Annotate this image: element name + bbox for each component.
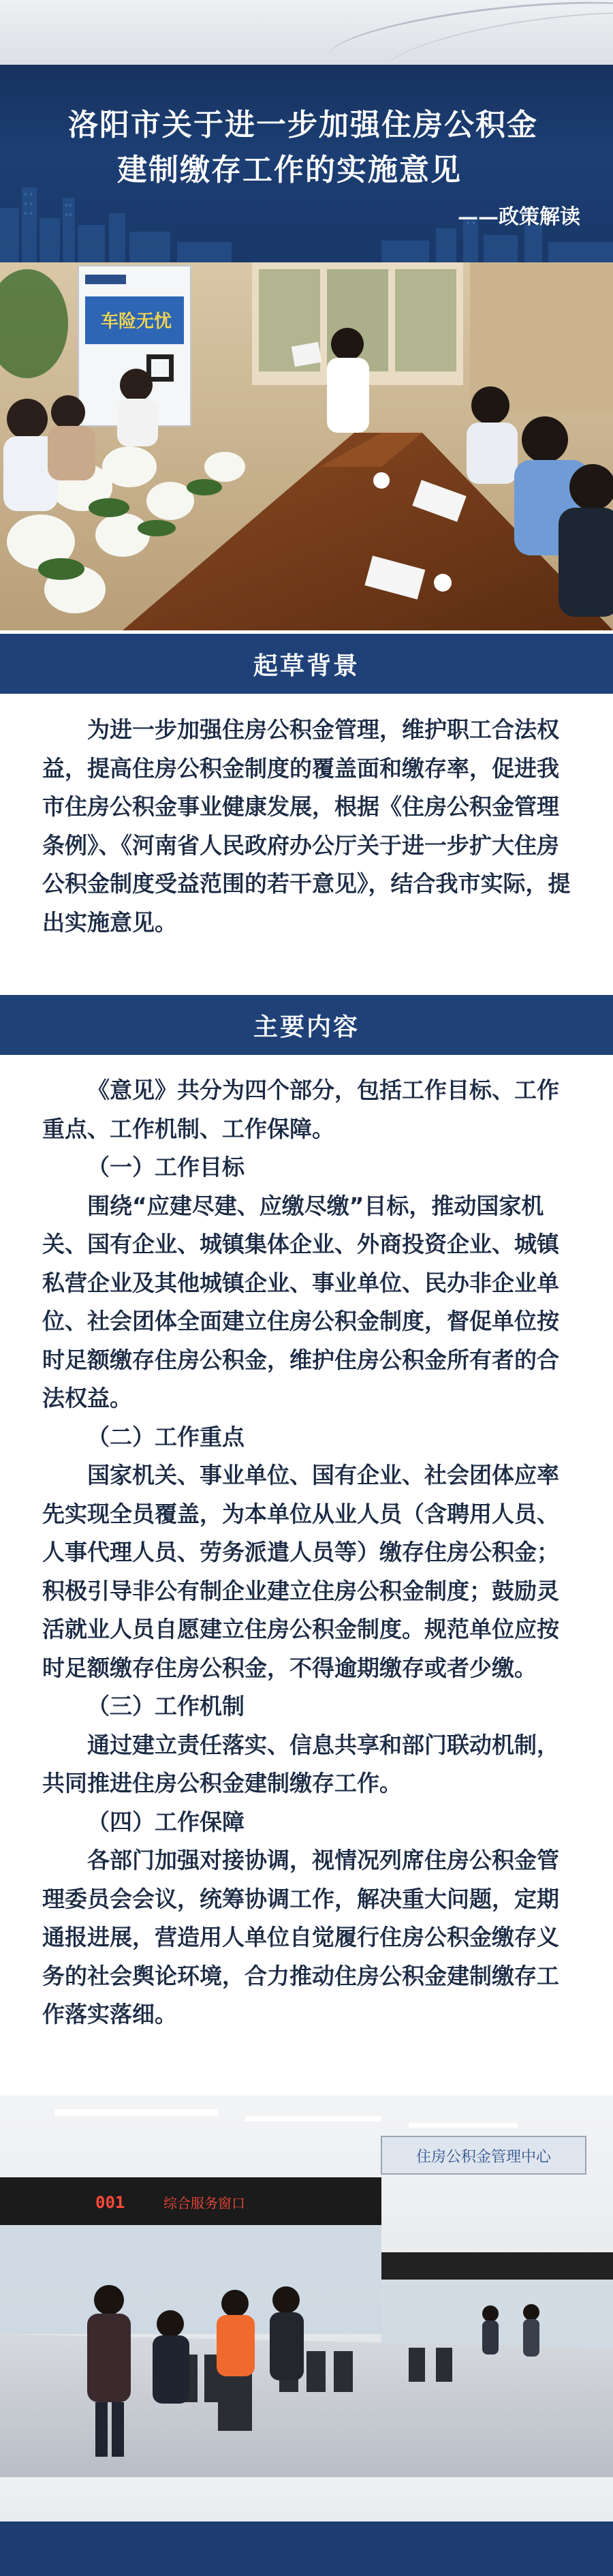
paragraph: 《意见》共分为四个部分，包括工作目标、工作重点、工作机制、工作保障。	[42, 1077, 559, 1142]
poster-text: 车险无忧	[100, 311, 172, 332]
section-body	[42, 1071, 571, 2034]
service-hall-photo	[0, 2096, 613, 2477]
section-heading: 主要内容	[253, 1013, 360, 1041]
paragraph: 为进一步加强住房公积金管理，维护职工合法权益，提高住房公积金制度的覆盖面和缴存率，促进我市住房公积金事业健康发展，根据《住房公积金管理条例》、《河南省人民政府办公厅关于进一步扩大住房公积金制度受益范围的若干意见》，结合我市实际，提出实施意见。	[42, 716, 571, 936]
page-title-line-1: 洛阳市关于进一步加强住房公积金	[68, 108, 538, 142]
section-heading-bar	[0, 995, 613, 1055]
hall-sign-text: 住房公积金管理中心	[415, 2149, 552, 2166]
paragraph: 国家机关、事业单位、国有企业、社会团体应率先实现全员覆盖，为本单位从业人员（含聘用人员、人事代理人员、劳务派遣人员等）缴存住房公积金；积极引导非公有制企业建立住房公积金制度；鼓励灵活就业人员自愿建立住房公积金制度。规范单位应按时足额缴存住房公积金，不得逾期缴存或者少缴。	[42, 1462, 559, 1681]
section-heading-bar	[0, 634, 613, 694]
paragraph: 围绕“应建尽建、应缴尽缴”目标，推动国家机关、国有企业、城镇集体企业、外商投资企业、城镇私营企业及其他城镇企业、事业单位、民办非企业单位、社会团体全面建立住房公积金制度，督促单位按时足额缴存住房公积金，维护住房公积金所有者的合法权益。	[42, 1192, 559, 1411]
page-title-line-2: 建制缴存工作的实施意见	[117, 153, 462, 187]
svg-text:001: 001	[95, 2193, 125, 2212]
top-decorative-strip	[0, 0, 613, 65]
subheading: （一）工作目标	[87, 1154, 245, 1180]
paragraph: 各部门加强对接协调，视情况列席住房公积金管理委员会会议，统筹协调工作，解决重大问题，定期通报进展，营造用人单位自觉履行住房公积金缴存义务的社会舆论环境，合力推动住房公积金建制缴存工作落实落细。	[42, 1847, 559, 2027]
hall-sign	[381, 2136, 586, 2174]
counter-display	[0, 2177, 381, 2225]
footer-band	[0, 2521, 613, 2576]
page-subtitle: ——政策解读	[458, 205, 580, 229]
subheading: （三）工作机制	[87, 1693, 245, 1719]
meeting-photo	[0, 262, 613, 630]
subheading: （二）工作重点	[87, 1423, 245, 1450]
section-heading: 起草背景	[253, 651, 360, 680]
title-banner	[0, 65, 613, 262]
subheading: （四）工作保障	[87, 1808, 245, 1835]
section-body	[42, 711, 571, 942]
paragraph: 通过建立责任落实、信息共享和部门联动机制，共同推进住房公积金建制缴存工作。	[42, 1731, 559, 1796]
svg-text:综合服务窗口: 综合服务窗口	[163, 2195, 245, 2211]
